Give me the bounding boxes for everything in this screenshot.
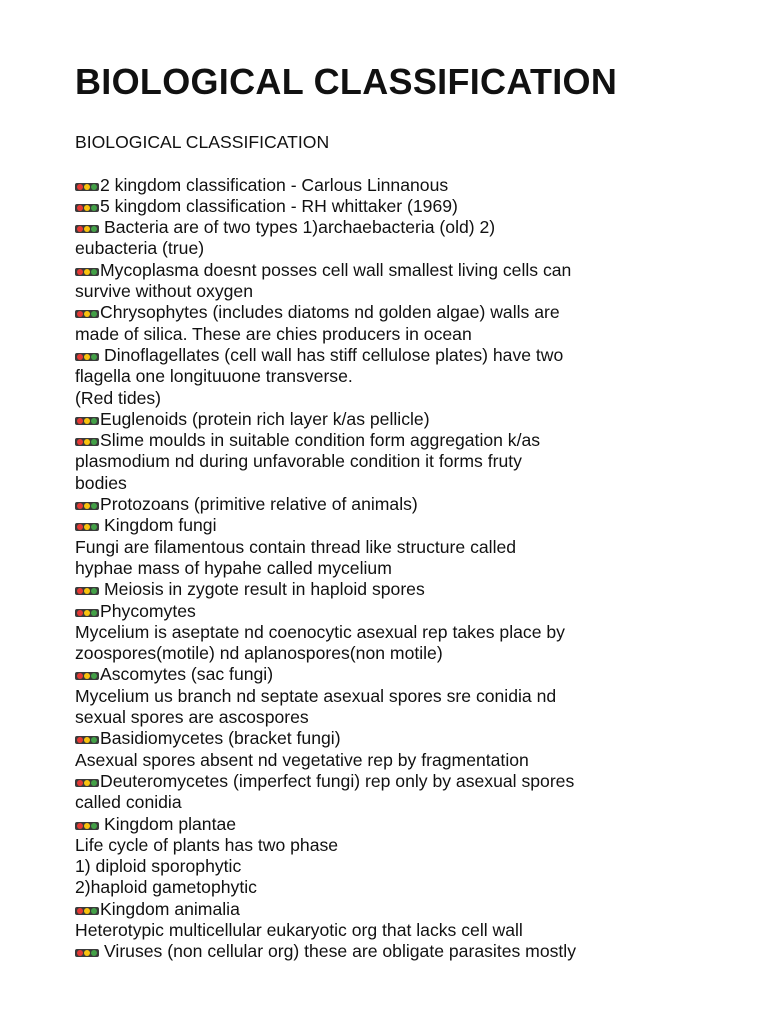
traffic-light-icon <box>75 417 99 425</box>
light-dot <box>77 226 83 232</box>
text-line <box>75 238 725 259</box>
text-line <box>75 856 725 877</box>
light-dot <box>84 950 90 956</box>
traffic-light-icon <box>75 736 99 744</box>
line-text: Slime moulds in suitable condition form aggregation k/as <box>100 430 541 451</box>
bullet-line <box>75 217 725 238</box>
bullet-line <box>75 899 725 920</box>
light-dot <box>77 780 83 786</box>
text-line <box>75 920 725 941</box>
light-dot <box>77 418 83 424</box>
text-line <box>75 451 725 472</box>
light-dot <box>84 226 90 232</box>
bullet-line <box>75 664 725 685</box>
text-line <box>75 750 725 771</box>
bullet-line <box>75 814 725 835</box>
line-text: (Red tides) <box>75 387 162 408</box>
traffic-light-icon <box>75 907 99 915</box>
traffic-light-icon <box>75 204 99 212</box>
traffic-light-icon <box>75 949 99 957</box>
text-line <box>75 558 725 579</box>
bullet-line <box>75 260 725 281</box>
light-dot <box>77 439 83 445</box>
line-text: survive without oxygen <box>75 281 253 302</box>
light-dot <box>84 418 90 424</box>
line-text: Asexual spores absent nd vegetative rep by fragmentation <box>75 749 529 770</box>
light-dot <box>77 524 83 530</box>
bullet-line <box>75 771 725 792</box>
light-dot <box>84 908 90 914</box>
light-dot <box>84 737 90 743</box>
line-text: Protozoans (primitive relative of animals) <box>100 494 418 515</box>
traffic-light-icon <box>75 225 99 233</box>
line-text: Kingdom plantae <box>104 813 237 834</box>
line-text: Kingdom animalia <box>100 898 240 919</box>
text-line <box>75 388 725 409</box>
light-dot <box>91 780 97 786</box>
light-dot <box>84 354 90 360</box>
light-dot <box>84 780 90 786</box>
line-text: Deuteromycetes (imperfect fungi) rep only by asexual spores <box>100 770 575 791</box>
line-text: Phycomytes <box>100 600 196 621</box>
light-dot <box>77 205 83 211</box>
light-dot <box>91 354 97 360</box>
light-dot <box>91 673 97 679</box>
light-dot <box>84 524 90 530</box>
line-text: called conidia <box>75 792 182 813</box>
line-text: Bacteria are of two types 1)archaebacteria (old) 2) <box>104 217 496 238</box>
line-text: Mycoplasma doesnt posses cell wall smallest living cells can <box>100 259 572 280</box>
text-line <box>75 281 725 302</box>
line-text: Mycelium us branch nd septate asexual spores sre conidia nd <box>75 685 557 706</box>
traffic-light-icon <box>75 523 99 531</box>
line-text: made of silica. These are chies producers in ocean <box>75 323 472 344</box>
traffic-light-icon <box>75 310 99 318</box>
document-page <box>75 60 725 963</box>
text-line <box>75 707 725 728</box>
light-dot <box>91 737 97 743</box>
line-text: Ascomytes (sac fungi) <box>100 664 274 685</box>
light-dot <box>91 503 97 509</box>
light-dot <box>91 588 97 594</box>
light-dot <box>91 184 97 190</box>
light-dot <box>77 269 83 275</box>
text-line <box>75 473 725 494</box>
traffic-light-icon <box>75 822 99 830</box>
line-text: Meiosis in zygote result in haploid spores <box>104 579 425 600</box>
line-text: 5 kingdom classification - RH whittaker (1969) <box>100 195 458 216</box>
notes-body <box>75 175 725 963</box>
light-dot <box>91 439 97 445</box>
bullet-line <box>75 409 725 430</box>
traffic-light-icon <box>75 438 99 446</box>
document-subtitle: BIOLOGICAL CLASSIFICATION <box>75 132 330 152</box>
bullet-line <box>75 494 725 515</box>
light-dot <box>77 503 83 509</box>
line-text: Euglenoids (protein rich layer k/as pellicle) <box>100 408 430 429</box>
blank-line <box>75 153 725 174</box>
light-dot <box>77 737 83 743</box>
light-dot <box>91 823 97 829</box>
line-text: Viruses (non cellular org) these are obligate parasites mostly <box>104 941 577 962</box>
text-line <box>75 877 725 898</box>
line-text: Heterotypic multicellular eukaryotic org that lacks cell wall <box>75 919 523 940</box>
traffic-light-icon <box>75 587 99 595</box>
traffic-light-icon <box>75 502 99 510</box>
traffic-light-icon <box>75 268 99 276</box>
line-text: 1) diploid sporophytic <box>75 856 242 877</box>
line-text: Mycelium is aseptate nd coenocytic asexual rep takes place by <box>75 621 565 642</box>
light-dot <box>91 908 97 914</box>
text-line <box>75 643 725 664</box>
light-dot <box>84 588 90 594</box>
bullet-line <box>75 515 725 536</box>
light-dot <box>77 823 83 829</box>
light-dot <box>84 184 90 190</box>
bullet-line <box>75 175 725 196</box>
text-line <box>75 792 725 813</box>
bullet-line <box>75 430 725 451</box>
light-dot <box>77 908 83 914</box>
line-text: Dinoflagellates (cell wall has stiff cellulose plates) have two <box>104 344 564 365</box>
light-dot <box>91 610 97 616</box>
line-text: sexual spores are ascospores <box>75 707 309 728</box>
light-dot <box>77 610 83 616</box>
text-line <box>75 537 725 558</box>
light-dot <box>84 269 90 275</box>
light-dot <box>91 418 97 424</box>
line-text: 2 kingdom classification - Carlous Linnanous <box>100 174 449 195</box>
traffic-light-icon <box>75 779 99 787</box>
light-dot <box>91 205 97 211</box>
bullet-line <box>75 941 725 962</box>
line-text: Kingdom fungi <box>104 515 217 536</box>
line-text: Basidiomycetes (bracket fungi) <box>100 728 341 749</box>
light-dot <box>84 823 90 829</box>
line-text: flagella one longituuone transverse. <box>75 366 353 387</box>
line-text: hyphae mass of hypahe called mycelium <box>75 557 392 578</box>
light-dot <box>77 588 83 594</box>
line-text: zoospores(motile) nd aplanospores(non motile) <box>75 643 443 664</box>
bullet-line <box>75 345 725 366</box>
line-text: bodies <box>75 472 127 493</box>
page-title: BIOLOGICAL CLASSIFICATION <box>75 61 618 102</box>
text-line <box>75 686 725 707</box>
bullet-line <box>75 579 725 600</box>
bullet-line <box>75 601 725 622</box>
text-line <box>75 366 725 387</box>
light-dot <box>91 524 97 530</box>
light-dot <box>84 311 90 317</box>
light-dot <box>84 503 90 509</box>
traffic-light-icon <box>75 672 99 680</box>
light-dot <box>91 269 97 275</box>
light-dot <box>84 439 90 445</box>
line-text: Chrysophytes (includes diatoms nd golden algae) walls are <box>100 302 560 323</box>
text-line <box>75 835 725 856</box>
text-line <box>75 324 725 345</box>
light-dot <box>77 354 83 360</box>
line-text: 2)haploid gametophytic <box>75 877 257 898</box>
light-dot <box>91 950 97 956</box>
traffic-light-icon <box>75 353 99 361</box>
light-dot <box>77 950 83 956</box>
light-dot <box>77 673 83 679</box>
light-dot <box>91 311 97 317</box>
line-text: Fungi are filamentous contain thread like structure called <box>75 536 517 557</box>
light-dot <box>77 184 83 190</box>
light-dot <box>84 673 90 679</box>
bullet-line <box>75 728 725 749</box>
line-text: Life cycle of plants has two phase <box>75 834 339 855</box>
light-dot <box>84 205 90 211</box>
light-dot <box>91 226 97 232</box>
bullet-line <box>75 302 725 323</box>
line-text: plasmodium nd during unfavorable condition it forms fruty <box>75 451 522 472</box>
line-text: eubacteria (true) <box>75 238 205 259</box>
traffic-light-icon <box>75 609 99 617</box>
text-line <box>75 622 725 643</box>
traffic-light-icon <box>75 183 99 191</box>
light-dot <box>77 311 83 317</box>
light-dot <box>84 610 90 616</box>
bullet-line <box>75 196 725 217</box>
